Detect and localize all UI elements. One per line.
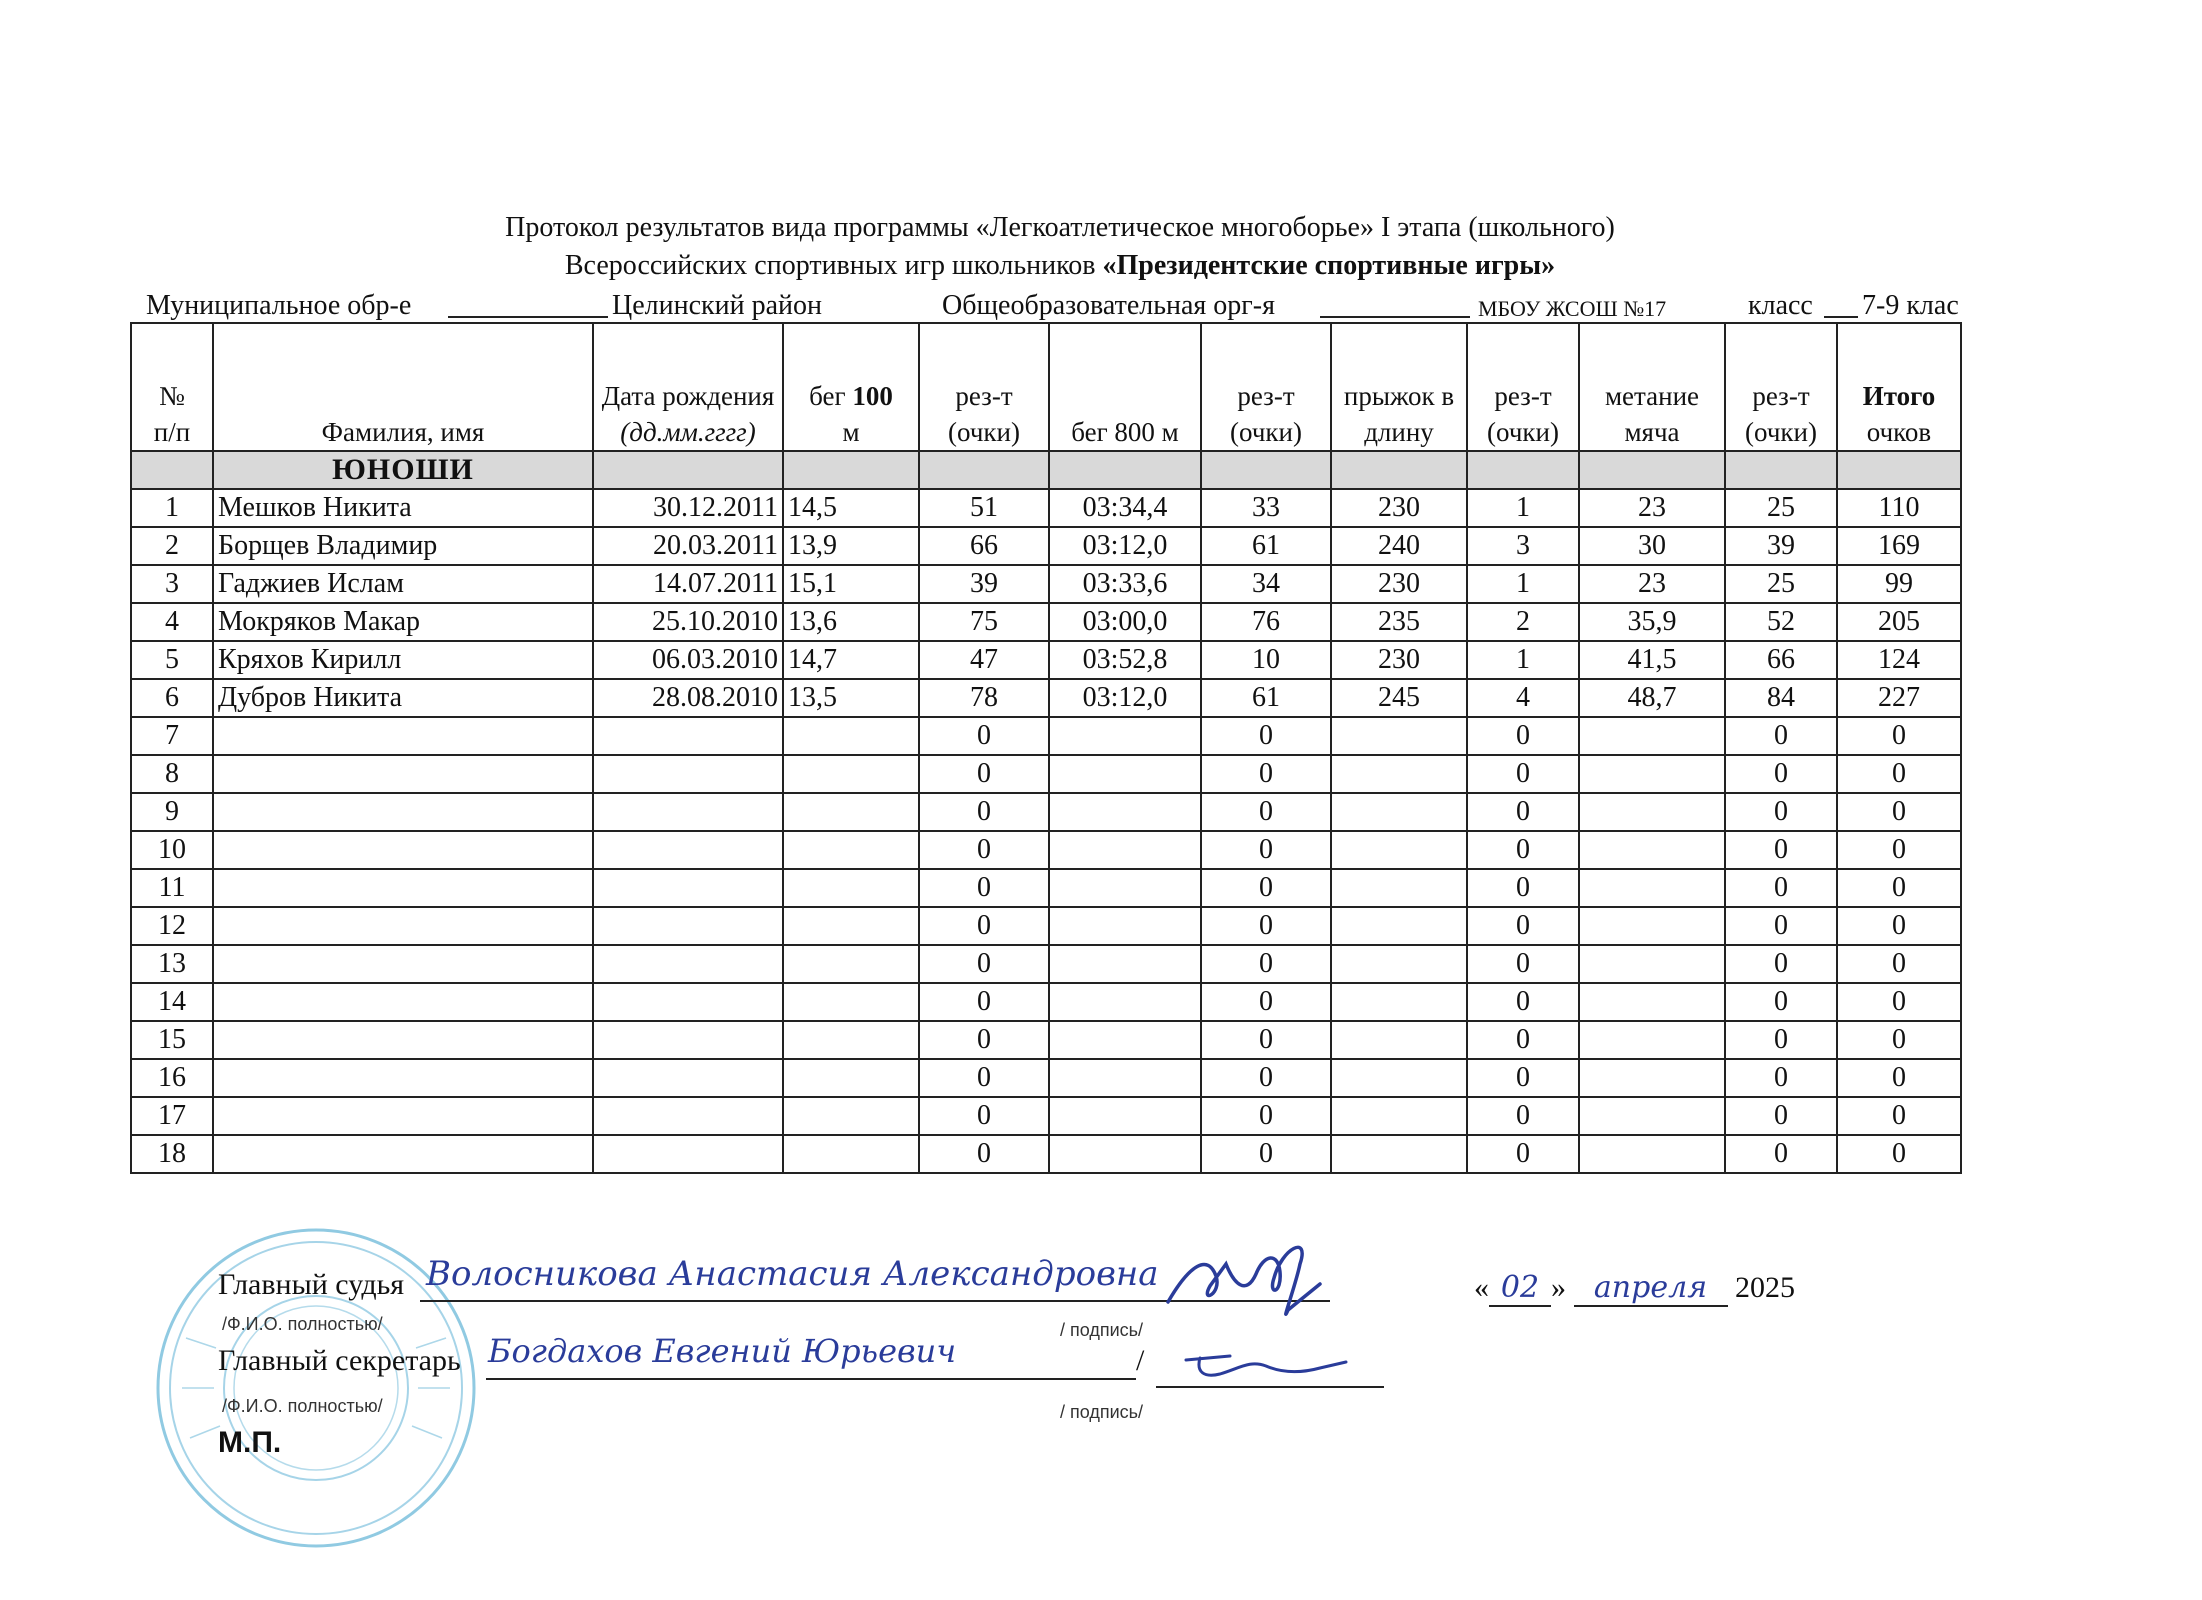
secretary-fio-hint: /Ф.И.О. полностью/ [222, 1396, 383, 1416]
cell-ball-throw [1579, 1021, 1725, 1059]
protocol-date: « 02 » апреля 2025 [1474, 1270, 1795, 1305]
cell-points-4: 25 [1725, 565, 1837, 603]
cell-dob [593, 945, 783, 983]
cell-total: 0 [1837, 1135, 1961, 1173]
table-row [131, 679, 1961, 717]
cell-run100 [783, 869, 919, 907]
cell-points-4: 25 [1725, 489, 1837, 527]
table-row [131, 907, 1961, 945]
cell-ball-throw: 41,5 [1579, 641, 1725, 679]
cell-points-1: 0 [919, 1097, 1049, 1135]
seal-label: М.П. [218, 1426, 282, 1459]
section-label: ЮНОШИ [213, 451, 593, 489]
cell-run100 [783, 793, 919, 831]
table-row [131, 983, 1961, 1021]
cell-number: 11 [131, 869, 213, 907]
cell-number: 13 [131, 945, 213, 983]
cell-ball-throw: 23 [1579, 489, 1725, 527]
cell-long-jump [1331, 869, 1467, 907]
col-dob: Дата рождения (дд.мм.гггг) [593, 323, 783, 451]
cell-points-1: 78 [919, 679, 1049, 717]
cell-run800 [1049, 1021, 1201, 1059]
cell-points-2: 0 [1201, 1059, 1331, 1097]
cell-points-4: 0 [1725, 1135, 1837, 1173]
title-line2-prefix: Всероссийских спортивных игр школьников [564, 250, 1103, 281]
cell-points-2: 0 [1201, 1021, 1331, 1059]
chief-secretary-line [486, 1378, 1136, 1380]
table-row [131, 793, 1961, 831]
cell-ball-throw [1579, 869, 1725, 907]
cell-run800: 03:12,0 [1049, 679, 1201, 717]
cell-points-4: 0 [1725, 1021, 1837, 1059]
cell-long-jump [1331, 793, 1467, 831]
cell-name [213, 793, 593, 831]
cell-points-4: 0 [1725, 793, 1837, 831]
cell-points-1: 51 [919, 489, 1049, 527]
cell-dob [593, 831, 783, 869]
cell-points-3: 0 [1467, 869, 1579, 907]
cell-ball-throw [1579, 793, 1725, 831]
cell-total: 0 [1837, 831, 1961, 869]
cell-points-4: 0 [1725, 907, 1837, 945]
cell-ball-throw [1579, 755, 1725, 793]
cell-long-jump: 235 [1331, 603, 1467, 641]
municipal-label: Муниципальное обр-е [146, 290, 412, 321]
cell-points-2: 10 [1201, 641, 1331, 679]
cell-number: 17 [131, 1097, 213, 1135]
col-number: № п/п [131, 323, 213, 451]
cell-total: 0 [1837, 793, 1961, 831]
table-row [131, 641, 1961, 679]
cell-long-jump: 230 [1331, 489, 1467, 527]
chief-secretary-signature [1180, 1348, 1350, 1388]
cell-long-jump [1331, 1059, 1467, 1097]
cell-total: 0 [1837, 907, 1961, 945]
cell-ball-throw [1579, 907, 1725, 945]
cell-run100: 15,1 [783, 565, 919, 603]
cell-long-jump: 245 [1331, 679, 1467, 717]
cell-total: 0 [1837, 945, 1961, 983]
cell-dob [593, 1097, 783, 1135]
col-name: Фамилия, имя [213, 323, 593, 451]
cell-total: 124 [1837, 641, 1961, 679]
cell-ball-throw: 35,9 [1579, 603, 1725, 641]
col-points-4: рез-т (очки) [1725, 323, 1837, 451]
cell-points-1: 75 [919, 603, 1049, 641]
cell-run800 [1049, 831, 1201, 869]
cell-points-3: 0 [1467, 717, 1579, 755]
cell-dob [593, 793, 783, 831]
cell-points-2: 0 [1201, 1097, 1331, 1135]
cell-points-4: 0 [1725, 869, 1837, 907]
cell-total: 0 [1837, 869, 1961, 907]
cell-ball-throw [1579, 1059, 1725, 1097]
cell-points-4: 0 [1725, 983, 1837, 1021]
title-line2-bold: «Президентские спортивные игры» [1102, 250, 1556, 281]
cell-ball-throw [1579, 1135, 1725, 1173]
table-row [131, 1135, 1961, 1173]
cell-number: 12 [131, 907, 213, 945]
cell-run100: 13,6 [783, 603, 919, 641]
cell-points-1: 0 [919, 869, 1049, 907]
cell-dob: 14.07.2011 [593, 565, 783, 603]
cell-ball-throw [1579, 831, 1725, 869]
table-row [131, 945, 1961, 983]
cell-points-3: 0 [1467, 983, 1579, 1021]
cell-number: 1 [131, 489, 213, 527]
cell-dob [593, 907, 783, 945]
date-year: 2025 [1735, 1271, 1795, 1304]
cell-points-3: 0 [1467, 793, 1579, 831]
cell-points-4: 0 [1725, 1097, 1837, 1135]
cell-total: 110 [1837, 489, 1961, 527]
cell-dob [593, 1135, 783, 1173]
cell-total: 169 [1837, 527, 1961, 565]
cell-points-2: 0 [1201, 755, 1331, 793]
cell-points-4: 0 [1725, 1059, 1837, 1097]
cell-dob: 30.12.2011 [593, 489, 783, 527]
cell-long-jump: 230 [1331, 565, 1467, 603]
table-row [131, 489, 1961, 527]
cell-number: 16 [131, 1059, 213, 1097]
cell-number: 2 [131, 527, 213, 565]
table-row [131, 869, 1961, 907]
cell-run100 [783, 1135, 919, 1173]
cell-points-1: 66 [919, 527, 1049, 565]
cell-name [213, 1021, 593, 1059]
cell-long-jump [1331, 1021, 1467, 1059]
cell-points-4: 66 [1725, 641, 1837, 679]
class-underline [1824, 290, 1858, 318]
date-day: 02 [1489, 1270, 1551, 1307]
cell-points-2: 0 [1201, 983, 1331, 1021]
cell-long-jump: 240 [1331, 527, 1467, 565]
class-label: класс [1748, 290, 1813, 321]
date-month: апреля [1574, 1270, 1728, 1307]
cell-name [213, 869, 593, 907]
cell-points-1: 0 [919, 945, 1049, 983]
cell-name [213, 755, 593, 793]
cell-long-jump [1331, 1097, 1467, 1135]
table-row [131, 1097, 1961, 1135]
cell-points-2: 0 [1201, 717, 1331, 755]
cell-run100 [783, 1097, 919, 1135]
cell-run100 [783, 1059, 919, 1097]
class-value: 7-9 клас [1862, 290, 1959, 321]
col-points-1: рез-т (очки) [919, 323, 1049, 451]
col-points-2: рез-т (очки) [1201, 323, 1331, 451]
cell-total: 99 [1837, 565, 1961, 603]
cell-run100 [783, 1021, 919, 1059]
cell-total: 0 [1837, 1097, 1961, 1135]
judge-sign-hint: / подпись/ [1060, 1320, 1144, 1340]
cell-dob [593, 755, 783, 793]
cell-name: Мокряков Макар [213, 603, 593, 641]
cell-long-jump [1331, 983, 1467, 1021]
cell-points-4: 84 [1725, 679, 1837, 717]
cell-run100 [783, 755, 919, 793]
cell-run800: 03:12,0 [1049, 527, 1201, 565]
cell-points-3: 1 [1467, 565, 1579, 603]
cell-dob: 28.08.2010 [593, 679, 783, 717]
cell-dob [593, 1059, 783, 1097]
section-row [131, 451, 1961, 489]
cell-run100: 13,9 [783, 527, 919, 565]
col-run800: бег 800 м [1049, 323, 1201, 451]
cell-number: 10 [131, 831, 213, 869]
cell-points-4: 39 [1725, 527, 1837, 565]
cell-points-3: 0 [1467, 907, 1579, 945]
cell-long-jump [1331, 831, 1467, 869]
cell-points-1: 0 [919, 1135, 1049, 1173]
cell-run800: 03:52,8 [1049, 641, 1201, 679]
cell-run800 [1049, 1059, 1201, 1097]
cell-points-3: 0 [1467, 831, 1579, 869]
chief-secretary-name: Богдахов Евгений Юрьевич [488, 1332, 957, 1370]
municipal-value: Целинский район [612, 290, 822, 321]
col-total: Итого очков [1837, 323, 1961, 451]
chief-judge-signature [1160, 1224, 1330, 1334]
table-row [131, 755, 1961, 793]
cell-points-4: 0 [1725, 945, 1837, 983]
cell-points-1: 39 [919, 565, 1049, 603]
cell-number: 14 [131, 983, 213, 1021]
cell-ball-throw [1579, 983, 1725, 1021]
cell-points-1: 0 [919, 793, 1049, 831]
secretary-sign-hint: / подпись/ [1060, 1402, 1144, 1422]
cell-points-3: 2 [1467, 603, 1579, 641]
cell-points-2: 61 [1201, 527, 1331, 565]
cell-run800 [1049, 793, 1201, 831]
cell-name [213, 907, 593, 945]
cell-points-1: 0 [919, 907, 1049, 945]
cell-name [213, 945, 593, 983]
cell-points-1: 0 [919, 1021, 1049, 1059]
cell-run800 [1049, 983, 1201, 1021]
cell-run100 [783, 717, 919, 755]
cell-number: 8 [131, 755, 213, 793]
cell-name: Дубров Никита [213, 679, 593, 717]
cell-run800 [1049, 1097, 1201, 1135]
table-row [131, 527, 1961, 565]
chief-secretary-label: Главный секретарь [218, 1344, 461, 1377]
cell-run100 [783, 983, 919, 1021]
cell-run100: 14,5 [783, 489, 919, 527]
cell-run800: 03:33,6 [1049, 565, 1201, 603]
cell-number: 18 [131, 1135, 213, 1173]
cell-total: 0 [1837, 1059, 1961, 1097]
cell-name: Борщев Владимир [213, 527, 593, 565]
col-points-3: рез-т (очки) [1467, 323, 1579, 451]
cell-total: 205 [1837, 603, 1961, 641]
col-ball-throw: метание мяча [1579, 323, 1725, 451]
cell-run100 [783, 945, 919, 983]
col-run100: бег 100 м [783, 323, 919, 451]
cell-points-2: 33 [1201, 489, 1331, 527]
cell-name: Мешков Никита [213, 489, 593, 527]
cell-points-3: 3 [1467, 527, 1579, 565]
table-row [131, 831, 1961, 869]
cell-points-4: 0 [1725, 717, 1837, 755]
cell-points-3: 0 [1467, 1021, 1579, 1059]
cell-ball-throw [1579, 945, 1725, 983]
table-row [131, 1021, 1961, 1059]
cell-points-2: 0 [1201, 1135, 1331, 1173]
cell-run100: 14,7 [783, 641, 919, 679]
cell-run800 [1049, 717, 1201, 755]
cell-points-1: 0 [919, 1059, 1049, 1097]
results-table [130, 322, 1962, 1174]
cell-points-3: 0 [1467, 1097, 1579, 1135]
cell-points-2: 76 [1201, 603, 1331, 641]
municipal-underline [448, 290, 608, 318]
cell-dob: 06.03.2010 [593, 641, 783, 679]
cell-name [213, 983, 593, 1021]
cell-points-2: 0 [1201, 907, 1331, 945]
cell-name [213, 717, 593, 755]
cell-run800: 03:34,4 [1049, 489, 1201, 527]
cell-run800: 03:00,0 [1049, 603, 1201, 641]
org-value: МБОУ ЖСОШ №17 [1478, 296, 1667, 321]
cell-number: 9 [131, 793, 213, 831]
cell-total: 0 [1837, 717, 1961, 755]
cell-points-2: 0 [1201, 869, 1331, 907]
protocol-title-line2 [0, 250, 2120, 282]
chief-judge-label: Главный судья [218, 1268, 405, 1301]
cell-points-1: 0 [919, 831, 1049, 869]
cell-number: 4 [131, 603, 213, 641]
cell-long-jump [1331, 945, 1467, 983]
cell-run800 [1049, 869, 1201, 907]
cell-ball-throw [1579, 717, 1725, 755]
table-row [131, 717, 1961, 755]
cell-number: 15 [131, 1021, 213, 1059]
cell-run800 [1049, 755, 1201, 793]
judge-fio-hint: /Ф.И.О. полностью/ [222, 1314, 383, 1334]
cell-dob [593, 983, 783, 1021]
cell-dob: 25.10.2010 [593, 603, 783, 641]
cell-points-1: 0 [919, 983, 1049, 1021]
cell-points-3: 1 [1467, 641, 1579, 679]
cell-long-jump [1331, 717, 1467, 755]
cell-name [213, 831, 593, 869]
protocol-title-line1: Протокол результатов вида программы «Легкоатлетическое многоборье» I этапа (школьного) [505, 212, 1615, 243]
cell-number: 6 [131, 679, 213, 717]
cell-points-4: 0 [1725, 831, 1837, 869]
table-row [131, 1059, 1961, 1097]
cell-points-4: 52 [1725, 603, 1837, 641]
cell-points-1: 47 [919, 641, 1049, 679]
cell-points-3: 0 [1467, 945, 1579, 983]
cell-points-3: 0 [1467, 1059, 1579, 1097]
cell-name: Кряхов Кирилл [213, 641, 593, 679]
cell-long-jump [1331, 755, 1467, 793]
chief-judge-name: Волосникова Анастасия Александровна [426, 1254, 1159, 1294]
cell-name: Гаджиев Ислам [213, 565, 593, 603]
cell-points-2: 0 [1201, 793, 1331, 831]
header-row [131, 323, 1961, 451]
cell-points-2: 61 [1201, 679, 1331, 717]
cell-long-jump [1331, 907, 1467, 945]
cell-long-jump: 230 [1331, 641, 1467, 679]
cell-dob [593, 869, 783, 907]
cell-name [213, 1097, 593, 1135]
cell-run800 [1049, 1135, 1201, 1173]
cell-ball-throw: 23 [1579, 565, 1725, 603]
cell-points-1: 0 [919, 755, 1049, 793]
cell-points-3: 4 [1467, 679, 1579, 717]
table-row [131, 603, 1961, 641]
cell-name [213, 1059, 593, 1097]
cell-total: 0 [1837, 1021, 1961, 1059]
cell-points-3: 1 [1467, 489, 1579, 527]
table-row [131, 565, 1961, 603]
cell-points-1: 0 [919, 717, 1049, 755]
cell-points-4: 0 [1725, 755, 1837, 793]
cell-points-2: 0 [1201, 831, 1331, 869]
cell-run100: 13,5 [783, 679, 919, 717]
cell-ball-throw: 48,7 [1579, 679, 1725, 717]
cell-number: 5 [131, 641, 213, 679]
cell-number: 7 [131, 717, 213, 755]
cell-ball-throw [1579, 1097, 1725, 1135]
cell-points-2: 34 [1201, 565, 1331, 603]
cell-total: 0 [1837, 755, 1961, 793]
col-long-jump: прыжок в длину [1331, 323, 1467, 451]
cell-points-3: 0 [1467, 1135, 1579, 1173]
cell-total: 227 [1837, 679, 1961, 717]
cell-total: 0 [1837, 983, 1961, 1021]
org-label: Общеобразовательная орг-я [942, 290, 1275, 321]
cell-dob [593, 717, 783, 755]
cell-run100 [783, 831, 919, 869]
cell-run100 [783, 907, 919, 945]
cell-name [213, 1135, 593, 1173]
cell-run800 [1049, 907, 1201, 945]
org-underline [1320, 290, 1470, 318]
cell-long-jump [1331, 1135, 1467, 1173]
cell-dob: 20.03.2011 [593, 527, 783, 565]
cell-dob [593, 1021, 783, 1059]
cell-points-3: 0 [1467, 755, 1579, 793]
cell-number: 3 [131, 565, 213, 603]
cell-ball-throw: 30 [1579, 527, 1725, 565]
cell-run800 [1049, 945, 1201, 983]
cell-points-2: 0 [1201, 945, 1331, 983]
